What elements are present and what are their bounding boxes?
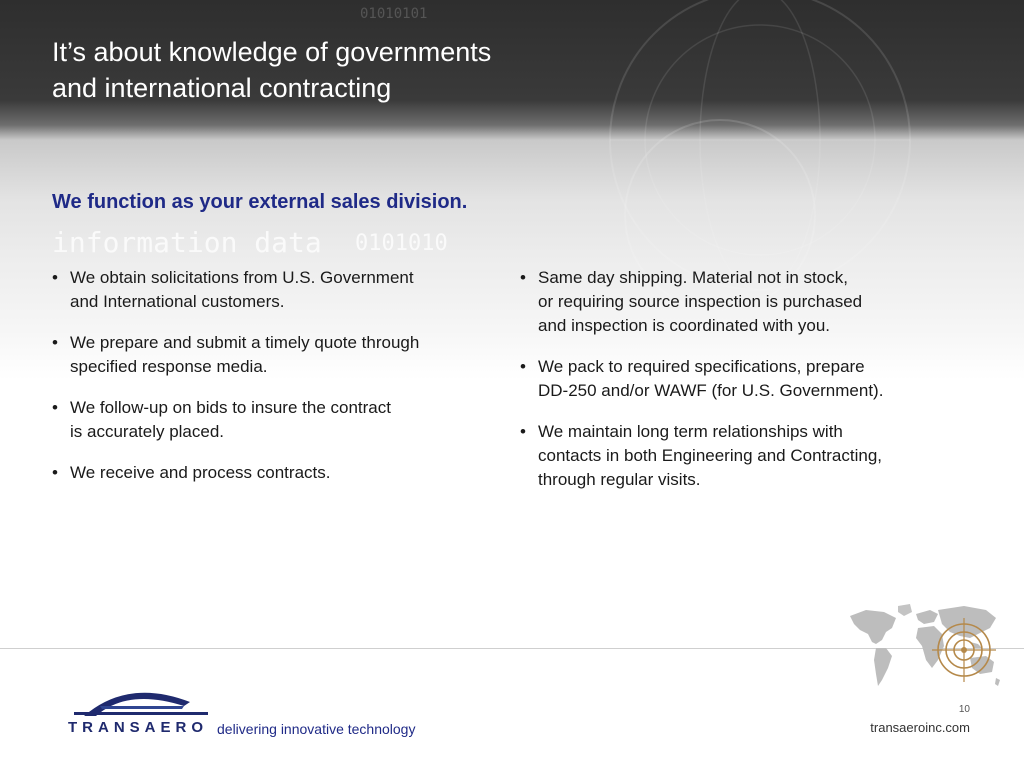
page-number: 10 — [958, 704, 970, 715]
website-link[interactable]: transaeroinc.com — [870, 720, 970, 735]
bullet-item — [52, 396, 419, 444]
banner-info-code: 0101010 — [355, 231, 448, 256]
bullet-line: is accurately placed. — [70, 422, 225, 441]
bullet-line: • We obtain solicitations from U.S. Government — [70, 268, 414, 287]
slide-title-line: It’s about knowledge of governments — [52, 37, 492, 67]
bullet-line: contacts in both Engineering and Contracting, — [538, 446, 883, 465]
brand-name: TRANSAERO — [68, 719, 209, 736]
bullet-line: specified response media. — [70, 357, 268, 376]
bullet-line: DD-250 and/or WAWF (for U.S. Government). — [538, 381, 884, 400]
banner-info-phrase: information data — [52, 226, 322, 259]
bullet-line: and inspection is coordinated with you. — [538, 316, 831, 335]
transaero-logo-icon — [66, 682, 216, 722]
bullet-line: or requiring source inspection is purchased — [538, 292, 863, 311]
left-bullet-list — [52, 266, 419, 485]
bullet-line: • We prepare and submit a timely quote through — [70, 333, 420, 352]
bullet-item — [52, 461, 419, 485]
slide-subtitle: We function as your external sales division. — [52, 191, 468, 213]
right-bullet-list — [520, 266, 883, 492]
bullet-item — [52, 266, 419, 314]
banner-top-code: 01010101 — [360, 6, 428, 22]
slide-title-line: and international contracting — [52, 73, 392, 103]
bullet-item — [520, 355, 883, 403]
bullet-line: • Same day shipping. Material not in stock, — [538, 268, 848, 287]
bullet-line: • We follow-up on bids to insure the contract — [70, 398, 391, 417]
world-map-target-icon — [846, 602, 1002, 692]
bullet-item — [52, 331, 419, 379]
bullet-item — [520, 420, 883, 492]
bullet-line: through regular visits. — [538, 470, 701, 489]
slide-title — [52, 34, 491, 106]
bullet-line: • We maintain long term relationships with — [538, 422, 843, 441]
brand-tagline: delivering innovative technology — [217, 721, 416, 737]
bullet-line: and International customers. — [70, 292, 285, 311]
bullet-item — [520, 266, 883, 338]
bullet-line: • We pack to required specifications, prepare — [538, 357, 865, 376]
bullet-line: • We receive and process contracts. — [70, 463, 331, 482]
